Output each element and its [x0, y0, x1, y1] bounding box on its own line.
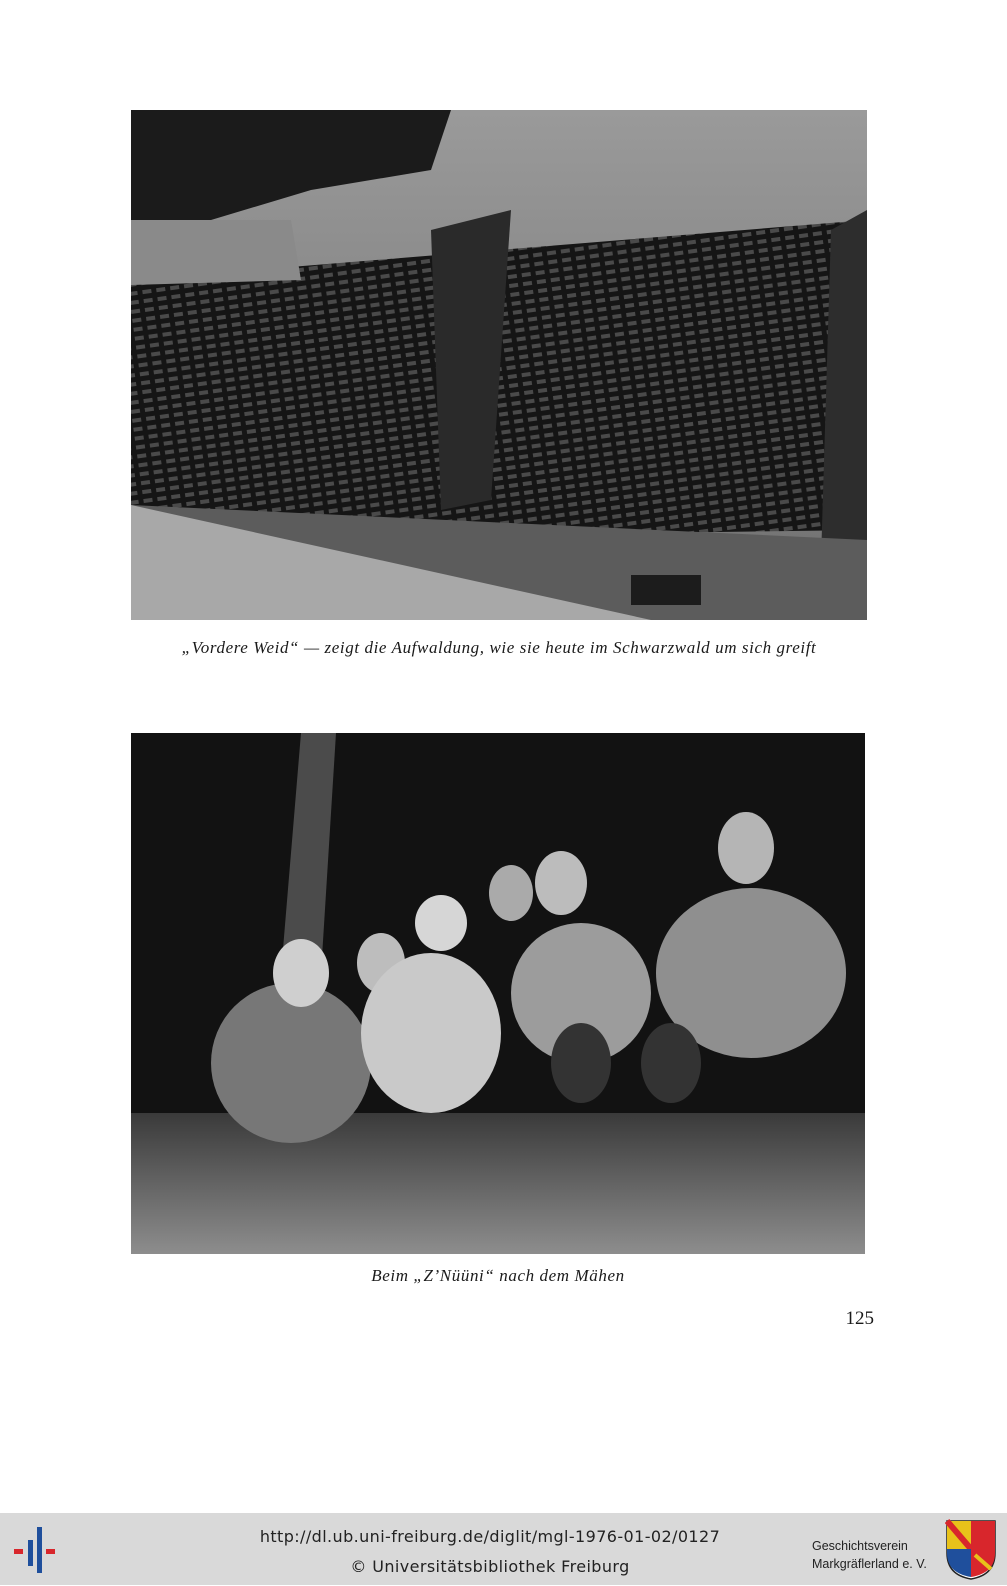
source-url-link[interactable]: http://dl.ub.uni-freiburg.de/diglit/mgl-1976-01-02/0127 [259, 1527, 721, 1546]
copyright-text: © Universitätsbibliothek Freiburg [350, 1557, 630, 1576]
group-photo [131, 733, 865, 1254]
org-name-line1: Geschichtsverein [812, 1539, 908, 1553]
landscape-photo [131, 110, 867, 620]
org-name-line2: Markgräflerland e. V. [812, 1557, 927, 1571]
photo-caption-top: „Vordere Weid“ — zeigt die Aufwaldung, wie sie heute im Schwarzwald um sich greift [181, 638, 817, 657]
ub-freiburg-logo-icon[interactable] [12, 1525, 64, 1575]
markgraeflerland-crest-icon[interactable] [945, 1519, 997, 1581]
photo-caption-bottom: Beim „Z’Nüüni“ nach dem Mähen [371, 1266, 625, 1285]
footer-bar [0, 1513, 1007, 1585]
page-number: 125 [845, 1308, 874, 1329]
